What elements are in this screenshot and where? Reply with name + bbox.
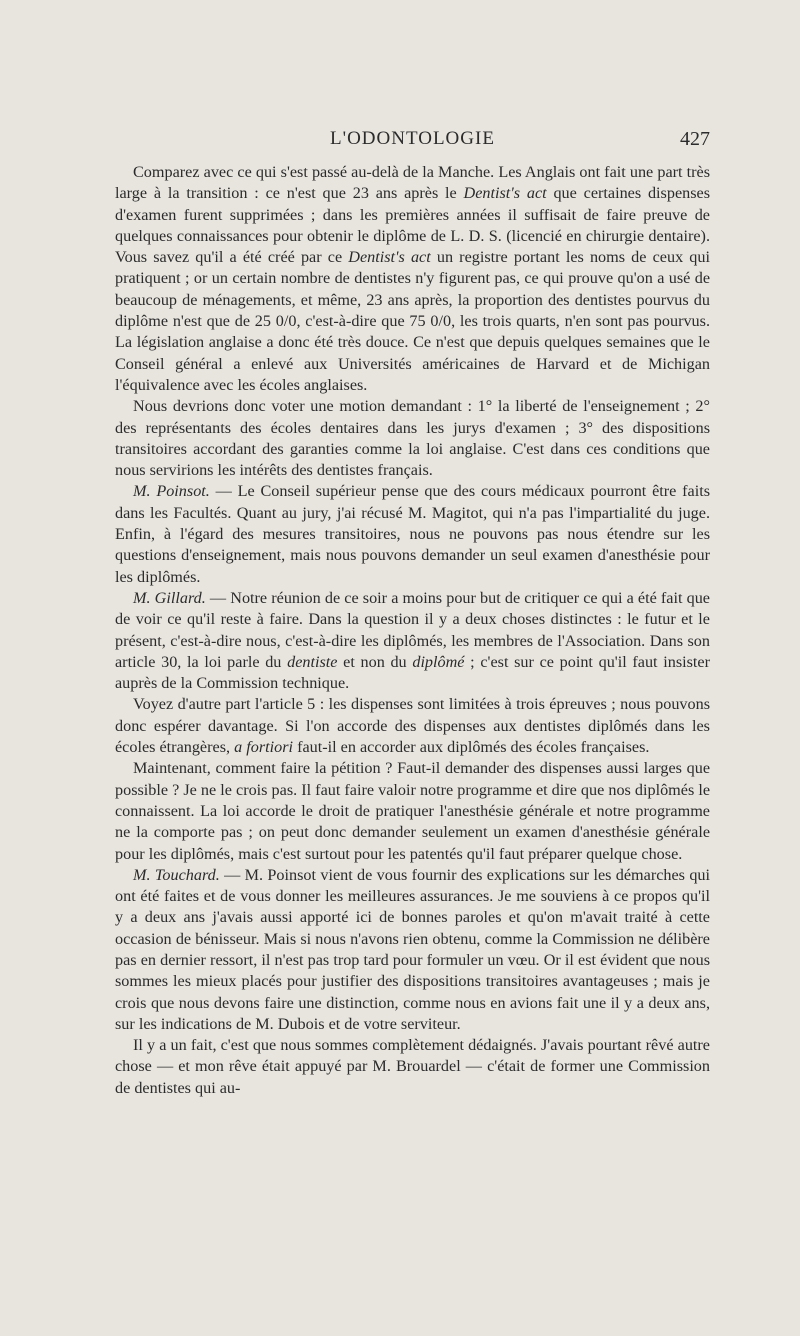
running-head: [115, 128, 710, 154]
italic-text: Dentist's act: [463, 184, 547, 203]
italic-text: M. Touchard.: [133, 865, 220, 884]
italic-text: M. Gillard.: [133, 588, 206, 607]
italic-text: a fortiori: [234, 738, 294, 757]
page-number: 427: [680, 128, 710, 150]
paragraph: [115, 162, 710, 396]
text-run: Nous devrions donc voter une motion demandant : 1° la liberté de l'enseignement ; 2° des représentants des écoles dentaires dans les jurys d'examen ; 3° des dispositions transitoires accordant des garanties comme la loi anglaise. C'est dans ces conditions que nous servirions les intérêts des dentistes français.: [115, 397, 710, 480]
paragraph: [115, 694, 710, 758]
text-run: ; c'est sur ce point qu'il faut insister auprès de la Commission technique.: [115, 652, 711, 693]
paragraph: [115, 396, 710, 481]
italic-text: dentiste: [287, 652, 338, 671]
italic-text: M. Poinsot.: [133, 482, 210, 501]
text-run: — M. Poinsot vient de vous fournir des explications sur les démarches qui ont été faites et de vous donner les meilleures assurances. Je me souviens à ce propos qu'il y a deux ans j'avais aussi apporté ici de bonnes paroles et qu'on m'avait traité à cette occasion de bénisseur. Mais si nous n'avons rien obtenu, comme la Commission ne délibère pas en dernier ressort, il n'est pas trop tard pour formuler un vœu. Or il est évident que nous sommes les mieux placés pour justifier des dispositions transitoires avantageuses ; mais je crois que nous devons faire une distinction, comme nous en avions fait une il y a deux ans, sur les indications de M. Dubois et de votre serviteur.: [115, 865, 711, 1033]
body-text: [115, 162, 710, 1099]
paragraph: [115, 865, 710, 1035]
text-run: Voyez d'autre part l'article 5 : les dispenses sont limitées à trois épreuves ; nous pouvons donc espérer davantage. Si l'on accorde des dispenses aux dentistes diplômés dans les écoles étrangères,: [115, 695, 710, 757]
text-run: Comparez avec ce qui s'est passé au-delà de la Manche. Les Anglais ont fait une part très large à la transition : ce n'est que 23 ans après le: [115, 163, 710, 203]
paragraph: [115, 588, 710, 694]
italic-text: Dentist's act: [348, 248, 431, 267]
paragraph: [115, 758, 710, 864]
journal-title: L'ODONTOLOGIE: [330, 128, 495, 149]
text-run: faut-il en accorder aux diplômés des écoles françaises.: [293, 738, 650, 757]
text-run: Maintenant, comment faire la pétition ? Faut-il demander des dispenses aussi larges que possible ? Je ne le crois pas. Il faut faire valoir notre programme et dire que nos diplômés le connaissent. La loi accorde le droit de pratiquer l'anesthésie générale et notre programme ne la comporte pas ; on peut donc demander seulement un examen d'anesthésie générale pour les diplômés, mais c'est surtout pour les patentés qu'il faut préparer quelque chose.: [115, 759, 710, 863]
text-run: — Le Conseil supérieur pense que des cours médicaux pourront être faits dans les Facultés. Quant au jury, j'ai récusé M. Magitot, qui n'a pas l'impartialité du juge. Enfin, à l'égard des mesures transitoires, nous ne pouvons pas nous étendre sur les questions d'enseignement, mais nous pouvons demander un seul examen d'anesthésie pour les diplômés.: [115, 482, 710, 586]
text-run: — Notre réunion de ce soir a moins pour but de critiquer ce qui a été fait que de voir ce qu'il reste à faire. Dans la question il y a deux choses distinctes : le futur et le présent, c'est-à-dire nous, c'est-à-dire les diplômés, les membres de l'Association. Dans son article 30, la loi parle du: [115, 588, 710, 671]
text-run: Il y a un fait, c'est que nous sommes complètement dédaignés. J'avais pourtant rêvé autre chose — et mon rêve était appuyé par M. Brouardel — c'était de former une Commission de dentistes qui au-: [115, 1036, 710, 1097]
paragraph: [115, 1035, 710, 1099]
text-run: que certaines dispenses d'examen furent supprimées ; dans les premières années il suffisait de faire preuve de quelques connaissances pour obtenir le diplôme de L. D. S. (licencié en chirurgie dentaire). Vous savez qu'il a été créé par ce: [115, 184, 711, 267]
paragraph: [115, 481, 710, 587]
italic-text: diplômé: [412, 652, 465, 671]
text-run: et non du: [337, 652, 413, 671]
text-run: un registre portant les noms de ceux qui pratiquent ; or un certain nombre de dentistes n'y figurent pas, ce qui prouve qu'on a usé de beaucoup de ménagements, et même, 23 ans après, la proportion des dentistes pourvus du diplôme n'est que de 25 0/0, c'est-à-dire que 75 0/0, les trois quarts, n'en sont pas pourvus. La législation anglaise a donc été très douce. Ce n'est que depuis quelques semaines que le Conseil général a enlevé aux Universités américaines de Harvard et de Michigan l'équivalence avec les écoles anglaises.: [115, 248, 710, 394]
